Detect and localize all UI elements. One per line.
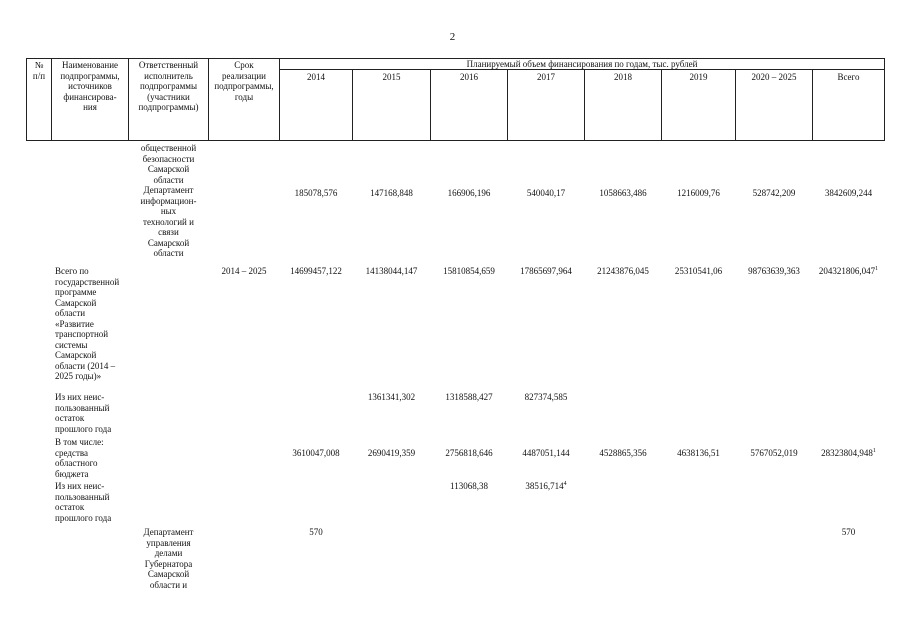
header-num: № п/п bbox=[32, 60, 46, 81]
name-regional-budget: В том числе: средства областного бюджета bbox=[55, 437, 104, 479]
header-year-2014: 2014 bbox=[307, 72, 325, 82]
header-year-2018: 2018 bbox=[614, 72, 632, 82]
header-executor: Ответственный исполнитель подпрограммы (участники подпрограммы) bbox=[138, 60, 199, 112]
page-number: 2 bbox=[449, 31, 456, 43]
name-unused-remainder: Из них неис- пользованный остаток прошлого года bbox=[55, 392, 112, 434]
header-total: Всего bbox=[837, 72, 860, 82]
header-name: Наименование подпрограммы, источников финансирова- ния bbox=[60, 60, 120, 112]
term-total-program: 2014 – 2025 bbox=[221, 266, 267, 276]
executor-governor-affairs: Департамент управления делами Губернатора Самарской области и bbox=[143, 527, 194, 590]
footnote-marker: 1 bbox=[875, 266, 879, 272]
header-year-2020-2025: 2020 – 2025 bbox=[751, 72, 797, 82]
footnote-marker: 4 bbox=[563, 481, 567, 487]
header-year-2016: 2016 bbox=[460, 72, 478, 82]
header-funding-title: Планируемый объем финансирования по годам, тыс. рублей bbox=[466, 59, 698, 69]
header-term: Срок реализации подпрограммы, годы bbox=[214, 60, 274, 102]
name-regional-unused-remainder: Из них неис- пользованный остаток прошлого года bbox=[55, 481, 112, 523]
header-year-2015: 2015 bbox=[382, 72, 401, 82]
header-year-2017: 2017 bbox=[537, 72, 555, 82]
executor-department-info: общественной безопасности Самарской области Департамент информацион- ных технологий и связи Самарской области bbox=[140, 143, 197, 258]
header-year-2019: 2019 bbox=[689, 72, 708, 82]
name-total-program: Всего по государственной программе Самарской области «Развитие транспортной системы Самарской области (2014 – 2025 годы)» bbox=[55, 266, 120, 381]
footnote-marker: 1 bbox=[872, 448, 876, 454]
